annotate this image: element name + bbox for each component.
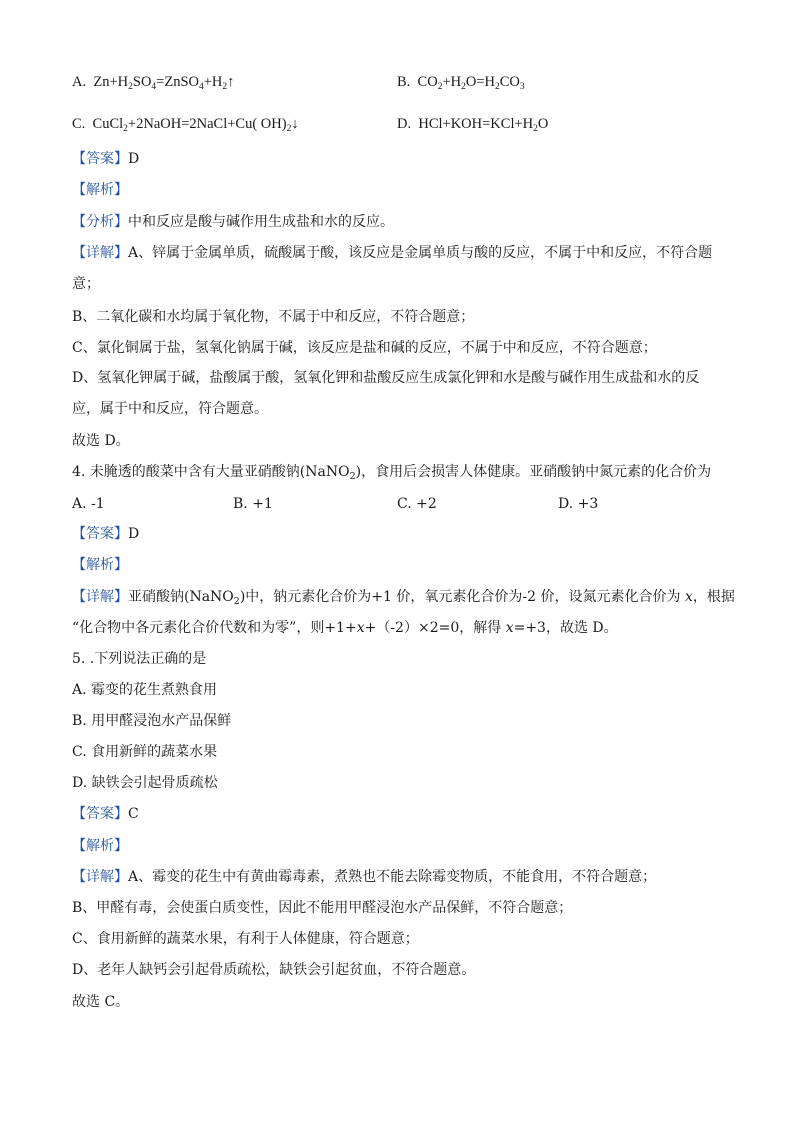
q5-stem: 5. .下列说法正确的是 (72, 651, 207, 667)
q3-answer: 【答案】D (72, 151, 140, 167)
q4-detail-line2: “化合物中各元素化合价代数和为零”，则+1+x+（-2）×2=0，解得 x=+3，故选 D。 (72, 620, 618, 636)
q4-stem: 4. 未腌透的酸菜中含有大量亚硝酸钠(NaNO$_2$)，食用后会损害人体健康。亚硝酸钠中氮元素的化合价为 (72, 464, 712, 482)
q3-detail-c: C、氯化铜属于盐，氢氧化钠属于碱，该反应是盐和碱的反应，不属于中和反应，不符合题意； (72, 340, 657, 356)
q5-conclusion: 故选 C。 (72, 994, 130, 1010)
q3-detail-a: 【详解】A、锌属于金属单质，硫酸属于酸，该反应是金属单质与酸的反应，不属于中和反应，不符合题意； (72, 245, 713, 292)
q3-option-b: B. $CO_2+H_2O=H_2CO_3$ (397, 74, 525, 92)
q3-option-a: A. $Zn+H_2SO_4=ZnSO_4+H_2↑$ (72, 74, 235, 92)
q4-detail-line1: 【详解】亚硝酸钠(NaNO$_2$)中，钠元素化合价为+1 价，氧元素化合价为-2 价，设氮元素化合价为 x，根据 (72, 589, 735, 607)
q5-detail-d: D、老年人缺钙会引起骨质疏松，缺铁会引起贫血，不符合题意。 (72, 962, 476, 978)
down-arrow-icon: ↓ (291, 116, 299, 132)
q3-fenxi: 【分析】中和反应是酸与碱作用生成盐和水的反应。 (72, 214, 394, 230)
q5-option-a: A. 霉变的花生煮熟食用 (72, 682, 218, 698)
q5-analysis-heading: 【解析】 (72, 838, 128, 854)
up-arrow-icon: ↑ (227, 74, 235, 90)
q4-option-b: B. +1 (233, 496, 273, 512)
q4-answer: 【答案】D (72, 526, 140, 542)
q5-detail-c: C、食用新鲜的蔬菜水果，有利于人体健康，符合题意； (72, 931, 419, 947)
q5-detail-a: 【详解】A、霉变的花生中有黄曲霉毒素，煮熟也不能去除霉变物质，不能食用，不符合题意； (72, 869, 657, 885)
q4-option-a: A. -1 (72, 496, 105, 512)
q3-option-d: D. $HCl+KOH=KCl+H_2O$ (397, 116, 549, 134)
q4-option-c: C. +2 (397, 496, 437, 512)
q4-analysis-heading: 【解析】 (72, 557, 128, 573)
q5-option-b: B. 用甲醛浸泡水产品保鲜 (72, 713, 232, 729)
q3-option-c: C. CuCl$_2$+2NaOH=2NaCl+Cu( $OH)_2↓$ (72, 116, 299, 134)
q3-detail-d: D、氢氧化钾属于碱，盐酸属于酸，氢氧化钾和盐酸反应生成氯化钾和水是酸与碱作用生成盐和水的反应，属于中和反应，符合题意。 (72, 370, 700, 417)
q5-option-c: C. 食用新鲜的蔬菜水果 (72, 744, 218, 760)
q3-analysis-heading: 【解析】 (72, 182, 128, 198)
q4-option-d: D. +3 (558, 496, 599, 512)
q5-option-d: D. 缺铁会引起骨质疏松 (72, 775, 218, 791)
q5-answer: 【答案】C (72, 806, 139, 822)
q3-detail-b: B、二氧化碳和水均属于氧化物，不属于中和反应，不符合题意； (72, 309, 475, 325)
q5-detail-b: B、甲醛有毒，会使蛋白质变性，因此不能用甲醛浸泡水产品保鲜，不符合题意； (72, 900, 573, 916)
q3-conclusion: 故选 D。 (72, 433, 130, 449)
